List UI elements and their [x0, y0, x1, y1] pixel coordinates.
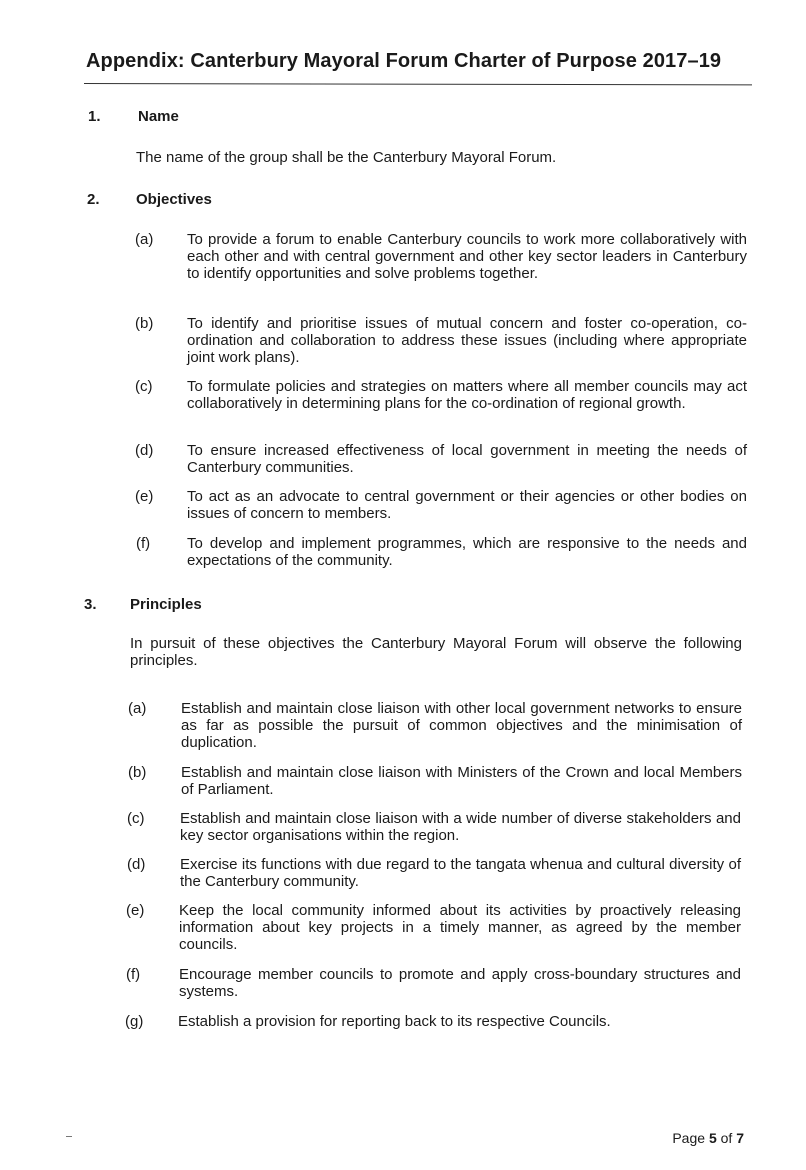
principle-d-label: (d): [127, 856, 146, 873]
objective-e-text: To act as an advocate to central government or their agencies or other bodies on issues of concern to members.: [187, 488, 747, 522]
objective-b-label: (b): [135, 315, 154, 332]
objective-b-text: To identify and prioritise issues of mutual concern and foster co-operation, co-ordination and collaboration to address these issues (including where appropriate joint work plans).: [187, 315, 747, 366]
objective-d-text: To ensure increased effectiveness of local government in meeting the needs of Canterbury communities.: [187, 442, 747, 476]
objective-d-label: (d): [135, 442, 154, 459]
page-current: 5: [708, 1130, 717, 1146]
section-2-number: 2.: [87, 191, 100, 208]
principle-f-text: Encourage member councils to promote and apply cross-boundary structures and systems.: [179, 966, 741, 1000]
section-3-number: 3.: [84, 596, 97, 613]
page-title: Appendix: Canterbury Mayoral Forum Charter of Purpose 2017–19: [86, 50, 722, 72]
footer-mark: [66, 1136, 72, 1137]
principle-f-label: (f): [126, 966, 141, 983]
section-1-intro: The name of the group shall be the Canterbury Mayoral Forum.: [136, 149, 557, 166]
principle-e-label: (e): [126, 902, 145, 919]
section-2-title: Objectives: [136, 191, 212, 208]
objective-f-text: To develop and implement programmes, which are responsive to the needs and expectations of the community.: [187, 535, 747, 569]
page-of: of: [720, 1130, 733, 1146]
principle-a-label: (a): [128, 700, 147, 717]
principle-c-label: (c): [127, 810, 145, 827]
objective-a-label: (a): [135, 231, 154, 248]
principle-e-text: Keep the local community informed about its activities by proactively releasing information about key projects in a timely manner, as agreed by the member councils.: [179, 902, 741, 953]
section-1-number: 1.: [88, 108, 101, 125]
principle-a-text: Establish and maintain close liaison with other local government networks to ensure as far as possible the pursuit of common objectives and the minimisation of duplication.: [181, 700, 742, 751]
principle-b-text: Establish and maintain close liaison with Ministers of the Crown and local Members of Parliament.: [181, 764, 742, 798]
objective-e-label: (e): [135, 488, 154, 505]
principle-g-label: (g): [125, 1013, 144, 1030]
page-word: Page: [672, 1130, 706, 1146]
principle-g-text: Establish a provision for reporting back to its respective Councils.: [178, 1013, 611, 1030]
objective-f-label: (f): [136, 535, 151, 552]
objective-c-text: To formulate policies and strategies on matters where all member councils may act collaboratively in determining plans for the co-ordination of regional growth.: [187, 378, 747, 412]
section-3-intro: In pursuit of these objectives the Canterbury Mayoral Forum will observe the following principles.: [130, 635, 742, 669]
principle-c-text: Establish and maintain close liaison with a wide number of diverse stakeholders and key sector organisations within the region.: [180, 810, 741, 844]
page-number: [672, 1130, 744, 1146]
page-total: 7: [736, 1130, 744, 1146]
principle-d-text: Exercise its functions with due regard to the tangata whenua and cultural diversity of the Canterbury community.: [180, 856, 741, 890]
title-underline: [84, 83, 752, 85]
section-3-title: Principles: [130, 596, 202, 613]
objective-a-text: To provide a forum to enable Canterbury councils to work more collaboratively with each other and with central government and other key sector leaders in Canterbury to identify opportunities and solve problems together.: [187, 231, 747, 282]
principle-b-label: (b): [128, 764, 147, 781]
objective-c-label: (c): [135, 378, 153, 395]
section-1-title: Name: [138, 108, 179, 125]
